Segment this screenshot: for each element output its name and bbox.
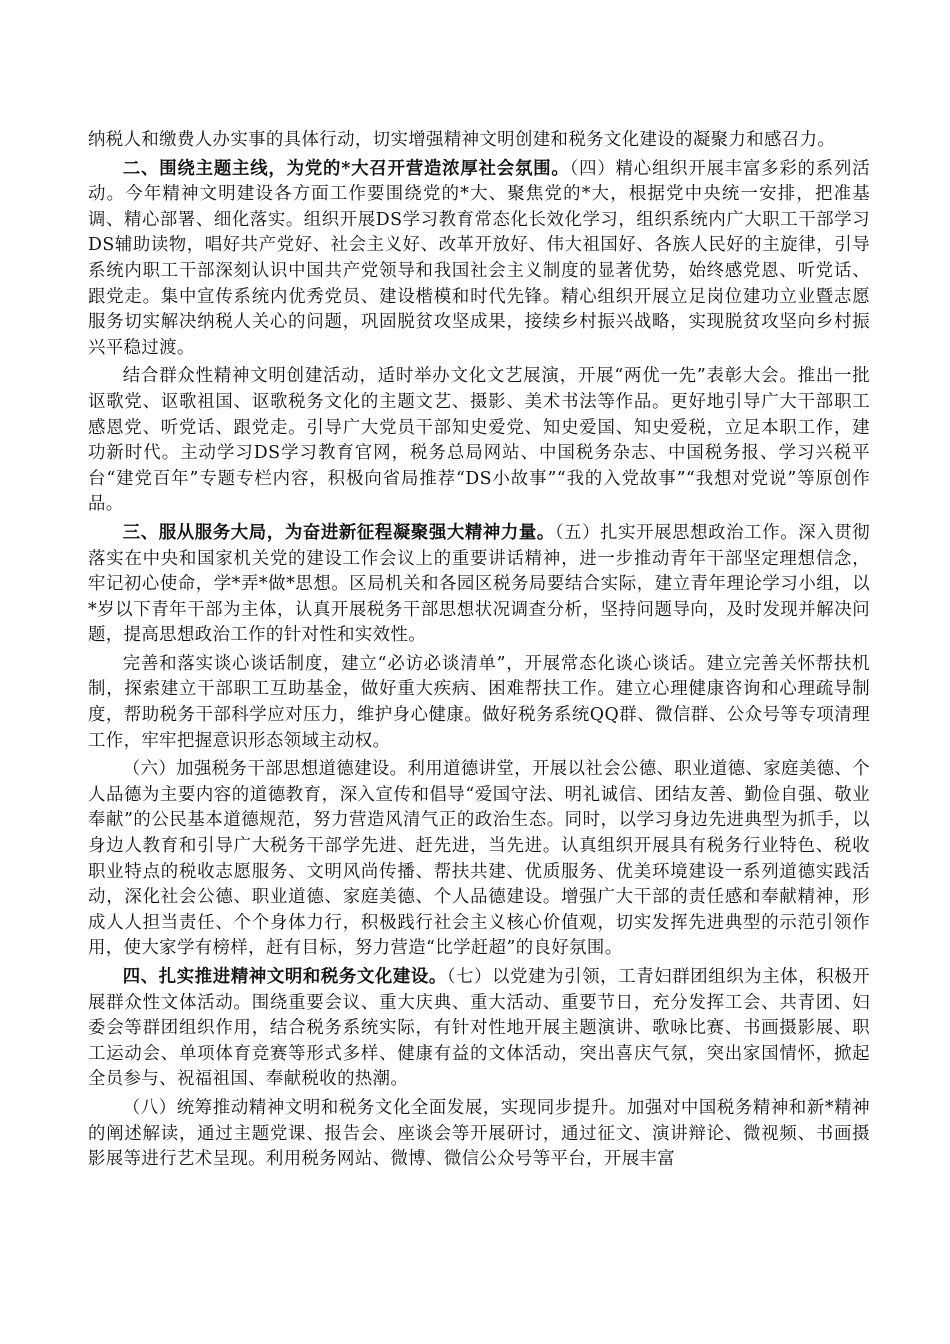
paragraph: 完善和落实谈心谈话制度，建立“必访必谈清单”，开展常态化谈心谈话。建立完善关怀帮扶机制，探索建立干部职工互助基金，做好重大疾病、困难帮扶工作。建立心理健康咨询和心理疏导制度，帮助税务干部科学应对压力，维护身心健康。做好税务系统QQ群、微信群、公众号等专项清理工作，牢牢把握意识形态领域主动权。 [88,653,870,751]
paragraph-section-two [88,157,870,362]
section-heading-four: 四、扎实推进精神文明和税务文化建设。 [122,967,447,987]
paragraph-body: （七）以党建为引领，工青妇群团组织为主体，积极开展群众性文体活动。围绕重要会议、重大庆典、重大活动、重要节日，充分发挥工会、共青团、妇委会等群团组织作用，结合税务系统实际，有针对性地开展主题演讲、歌咏比赛、书画摄影展、职工运动会、单项体育竞赛等形式多样、健康有益的文体活动，突出喜庆气氛，突出家国情怀，掀起全员参与、祝福祖国、奉献税收的热潮。 [88,967,871,1090]
paragraph-section-four [88,965,870,1093]
paragraph-section-three [88,521,870,649]
paragraph: （八）统筹推动精神文明和税务文化全面发展，实现同步提升。加强对中国税务精神和新*精神的阐述解读，通过主题党课、报告会、座谈会等开展研讨，通过征文、演讲辩论、微视频、书画摄影展等进行艺术呈现。利用税务网站、微博、微信公众号等平台，开展丰富 [88,1097,870,1170]
section-heading-two: 二、围绕主题主线，为党的*大召开营造浓厚社会氛围。 [122,158,570,179]
paragraph-body: （四）精心组织开展丰富多彩的系列活动。今年精神文明建设各方面工作要围绕党的*大、聚焦党的*大，根据党中央统一安排，把准基调、精心部署、细化落实。组织开展DS学习教育常态化长效化学习，组织系统内广大职工干部学习DS辅助读物，唱好共产党好、社会主义好、改革开放好、伟大祖国好、各族人民好的主旋律，引导系统内职工干部深刻认识中国共产党领导和我国社会主义制度的显著优势，始终感党恩、听党话、跟党走。集中宣传系统内优秀党员、建设楷模和时代先锋。精心组织开展立足岗位建功立业暨志愿服务切实解决纳税人关心的问题，巩固脱贫攻坚成果，接续乡村振兴战略，实现脱贫攻坚向乡村振兴平稳过渡。 [88,158,870,358]
section-heading-three: 三、服从服务大局，为奋进新征程凝聚强大精神力量。 [122,522,555,543]
paragraph-continuation: 纳税人和缴费人办实事的具体行动，切实增强精神文明创建和税务文化建设的凝聚力和感召力。 [88,130,836,150]
paragraph: （六）加强税务干部思想道德建设。利用道德讲堂，开展以社会公德、职业道德、家庭美德、个人品德为主要内容的道德教育，深入宣传和倡导“爱国守法、明礼诚信、团结友善、勤俭自强、敬业奉献”的公民基本道德规范，努力营造风清气正的政治生态。同时，以学习身边先进典型为抓手，以身边人教育和引导广大税务干部学先进、赶先进，当先进。认真组织开展具有税务行业特色、税收职业特点的税收志愿服务、文明风尚传播、帮扶共建、优质服务、优美环境建设一系列道德实践活动，深化社会公德、职业道德、家庭美德、个人品德建设。增强广大干部的责任感和奉献精神，形成人人担当责任、个个身体力行，积极践行社会主义核心价值观，切实发挥先进典型的示范引领作用，使大家学有榜样，赶有目标，努力营造“比学赶超”的良好氛围。 [88,759,871,959]
paragraph: 结合群众性精神文明创建活动，适时举办文化文艺展演，开展“两优一先”表彰大会。推出一批讴歌党、讴歌祖国、讴歌税务文化的主题文艺、摄影、美术书法等作品。更好地引导广大干部职工感恩党、听党话、跟党走。引导广大党员干部知史爱党、知史爱国、知史爱税，立足本职工作，建功新时代。主动学习DS学习教育官网，税务总局网站、中国税务杂志、中国税务报、学习兴税平台“建党百年”专题专栏内容，积极向省局推荐“DS小故事”“我的入党故事”“我想对党说”等原创作品。 [88,366,870,515]
paragraph-body: （五）扎实开展思想政治工作。深入贯彻落实在中央和国家机关党的建设工作会议上的重要讲话精神，进一步推动青年干部坚定理想信念，牢记初心使命，学*弄*做*思想。区局机关和各园区税务局要结合实际，建立青年理论学习小组，以*岁以下青年干部为主体，认真开展税务干部思想状况调查分析，坚持问题导向，及时发现并解决问题，提高思想政治工作的针对性和实效性。 [88,522,870,646]
